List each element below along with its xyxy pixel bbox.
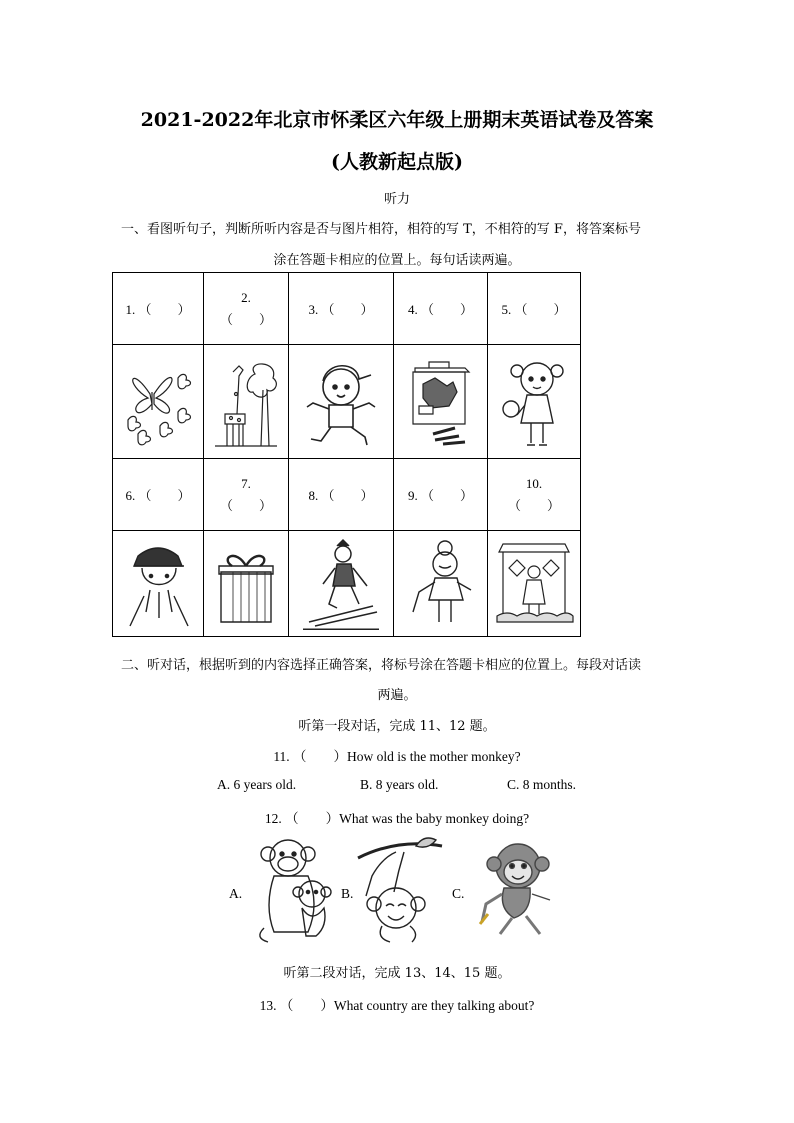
question-13: 13. （ ）What country are they talking about? bbox=[259, 998, 535, 1013]
question-cell-1: 1. （ ） bbox=[113, 273, 204, 345]
picture-cell-7 bbox=[204, 531, 289, 637]
picture-cell-5 bbox=[488, 345, 581, 459]
answer-blank[interactable]: （ ） bbox=[514, 302, 567, 317]
answer-blank[interactable]: （ ） bbox=[321, 488, 374, 503]
page-subtitle: (人教新起点版) bbox=[331, 151, 463, 173]
part2-instruction-line2: 两遍。 bbox=[377, 688, 417, 703]
q11-option-c[interactable]: C. 8 months. bbox=[507, 777, 577, 792]
picture-cell-6 bbox=[113, 531, 204, 637]
answer-blank[interactable]: （ ） bbox=[507, 497, 560, 513]
mother-baby-monkey-icon bbox=[252, 832, 344, 944]
ancient-poet-icon bbox=[120, 538, 196, 630]
girl-badminton-icon bbox=[499, 353, 569, 451]
question-12: 12. （ ）What was the baby monkey doing? bbox=[264, 811, 530, 826]
answer-blank[interactable]: （ ） bbox=[138, 488, 191, 503]
skier-icon bbox=[299, 538, 383, 630]
page-title: 2021-2022年北京市怀柔区六年级上册期末英语试卷及答案 bbox=[140, 109, 654, 131]
q12-option-a[interactable]: A. bbox=[229, 886, 243, 901]
picture-question-table bbox=[112, 272, 581, 637]
answer-blank[interactable]: （ ） bbox=[321, 302, 374, 317]
answer-blank[interactable]: （ ） bbox=[219, 497, 272, 513]
question-cell-10: 10. （ ） bbox=[488, 459, 581, 531]
question-cell-4: 4. （ ） bbox=[394, 273, 488, 345]
giraffe-tree-icon bbox=[211, 354, 281, 450]
dialog1-intro: 听第一段对话，完成 11、12 题。 bbox=[298, 719, 496, 734]
question-cell-5: 5. （ ） bbox=[488, 273, 581, 345]
jumping-boy-icon bbox=[297, 353, 385, 451]
q12-option-c[interactable]: C. bbox=[452, 886, 465, 901]
hanging-monkey-icon bbox=[356, 832, 448, 946]
question-cell-7: 7. （ ） bbox=[204, 459, 289, 531]
picture-cell-2 bbox=[204, 345, 289, 459]
dancing-girl-icon bbox=[403, 538, 479, 630]
picture-cell-4 bbox=[394, 345, 488, 459]
part1-instruction-line1: 一、看图听句子，判断所听内容是否与图片相符，相符的写 T，不相符的写 F，将答案标号 bbox=[121, 222, 641, 237]
picture-cell-9 bbox=[394, 531, 488, 637]
dialog2-intro: 听第二段对话，完成 13、14、15 题。 bbox=[283, 966, 511, 981]
answer-blank[interactable]: （ ） bbox=[219, 311, 272, 327]
picture-cell-10 bbox=[488, 531, 581, 637]
q11-option-a[interactable]: A. 6 years old. bbox=[217, 777, 297, 792]
question-cell-6: 6. （ ） bbox=[113, 459, 204, 531]
answer-blank[interactable]: （ ） bbox=[420, 488, 473, 503]
q11-option-b[interactable]: B. 8 years old. bbox=[360, 777, 439, 792]
question-cell-9: 9. （ ） bbox=[394, 459, 488, 531]
picture-cell-8 bbox=[289, 531, 394, 637]
section-heading-listening: 听力 bbox=[383, 192, 410, 207]
question-11: 11. （ ）How old is the mother monkey? bbox=[273, 749, 521, 764]
question-cell-2: 2. （ ） bbox=[204, 273, 289, 345]
question-cell-3: 3. （ ） bbox=[289, 273, 394, 345]
part2-instruction-line1: 二、听对话，根据听到的内容选择正确答案，将标号涂在答题卡相应的位置上。每段对话读 bbox=[121, 658, 642, 673]
question-cell-8: 8. （ ） bbox=[289, 459, 394, 531]
butterflies-icon bbox=[120, 354, 196, 450]
lunchbox-crayons-icon bbox=[399, 354, 483, 450]
answer-blank[interactable]: （ ） bbox=[138, 302, 191, 317]
part1-instruction-line2: 涂在答题卡相应的位置上。每句话读两遍。 bbox=[273, 253, 521, 268]
picture-cell-3 bbox=[289, 345, 394, 459]
spring-festival-door-icon bbox=[493, 538, 575, 630]
picture-cell-1 bbox=[113, 345, 204, 459]
answer-blank[interactable]: （ ） bbox=[420, 302, 473, 317]
running-monkey-icon bbox=[470, 832, 566, 944]
gift-box-icon bbox=[213, 542, 279, 626]
q12-option-b[interactable]: B. bbox=[341, 886, 354, 901]
